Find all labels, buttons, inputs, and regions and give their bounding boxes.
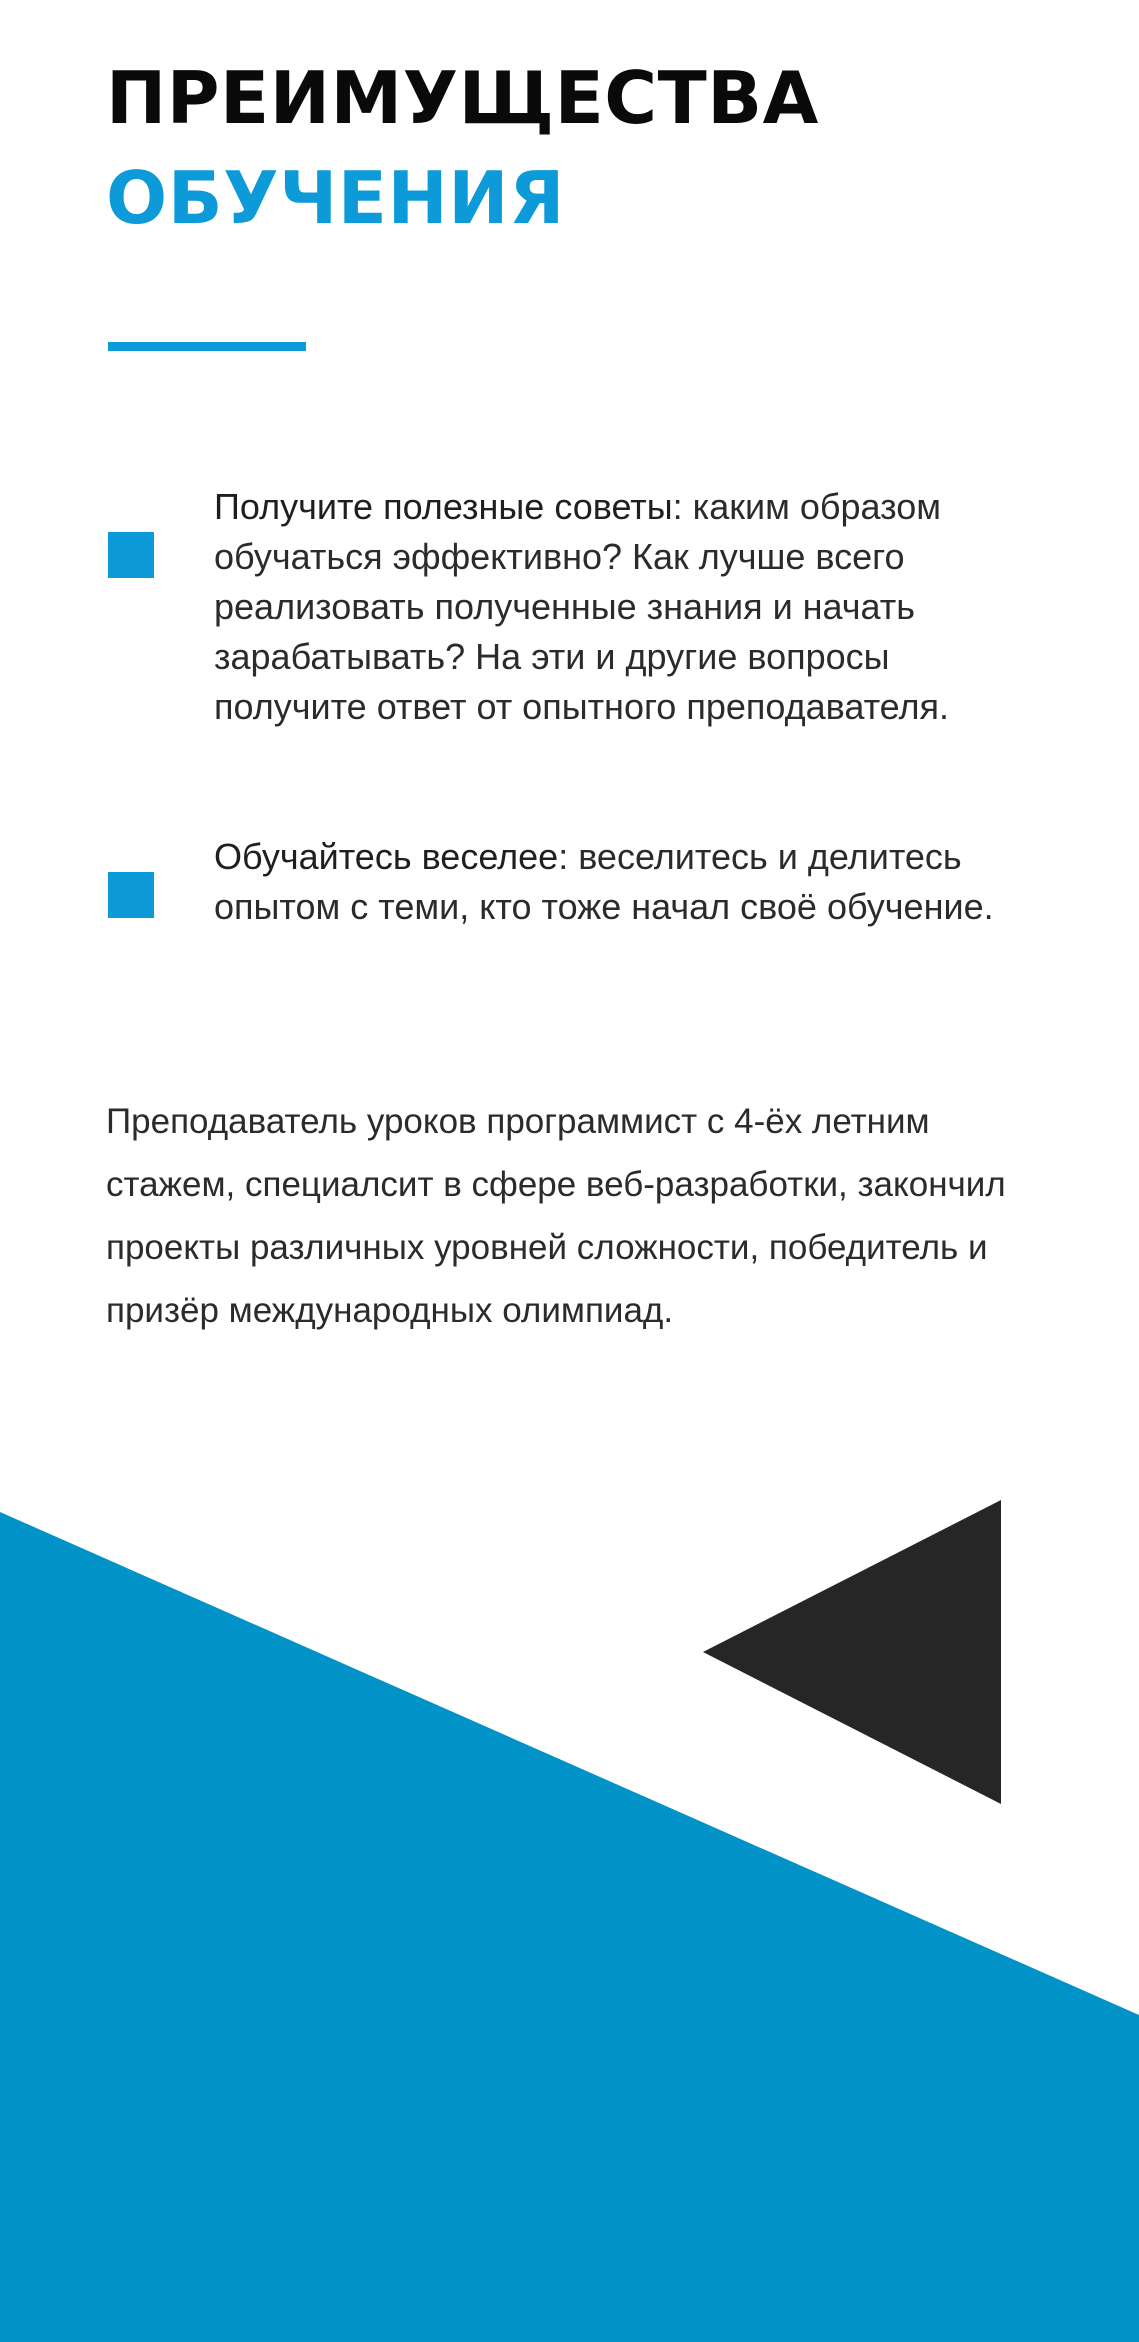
page-title — [106, 48, 819, 248]
benefit-title: Получите полезные советы — [214, 486, 673, 527]
title-line-primary: ПРЕИМУЩЕСТВА — [106, 56, 819, 140]
teacher-description: Преподаватель уроков программист с 4-ёх летним стажем, специалсит в сфере веб-разработки, закончил проекты различных уровней сложности, победитель и призёр международных олимпиад. — [106, 1102, 1006, 1330]
square-bullet-icon — [108, 532, 154, 578]
benefit-title: Обучайтесь веселее — [214, 836, 559, 877]
square-bullet-icon — [108, 872, 154, 918]
benefit-text — [214, 482, 1044, 732]
benefit-text — [214, 832, 1044, 932]
accent-divider — [108, 342, 306, 351]
play-triangle-icon — [703, 1500, 1001, 1804]
title-line-accent: ОБУЧЕНИЯ — [106, 156, 565, 240]
benefit-description: : каким образом обучаться эффективно? Как лучше всего реализовать полученные знания и начать зарабатывать? На эти и другие вопросы получите ответ от опытного преподавателя. — [214, 486, 949, 727]
benefit-description: : веселитесь и делитесь опытом с теми, кто тоже начал своё обучение. — [214, 836, 994, 927]
